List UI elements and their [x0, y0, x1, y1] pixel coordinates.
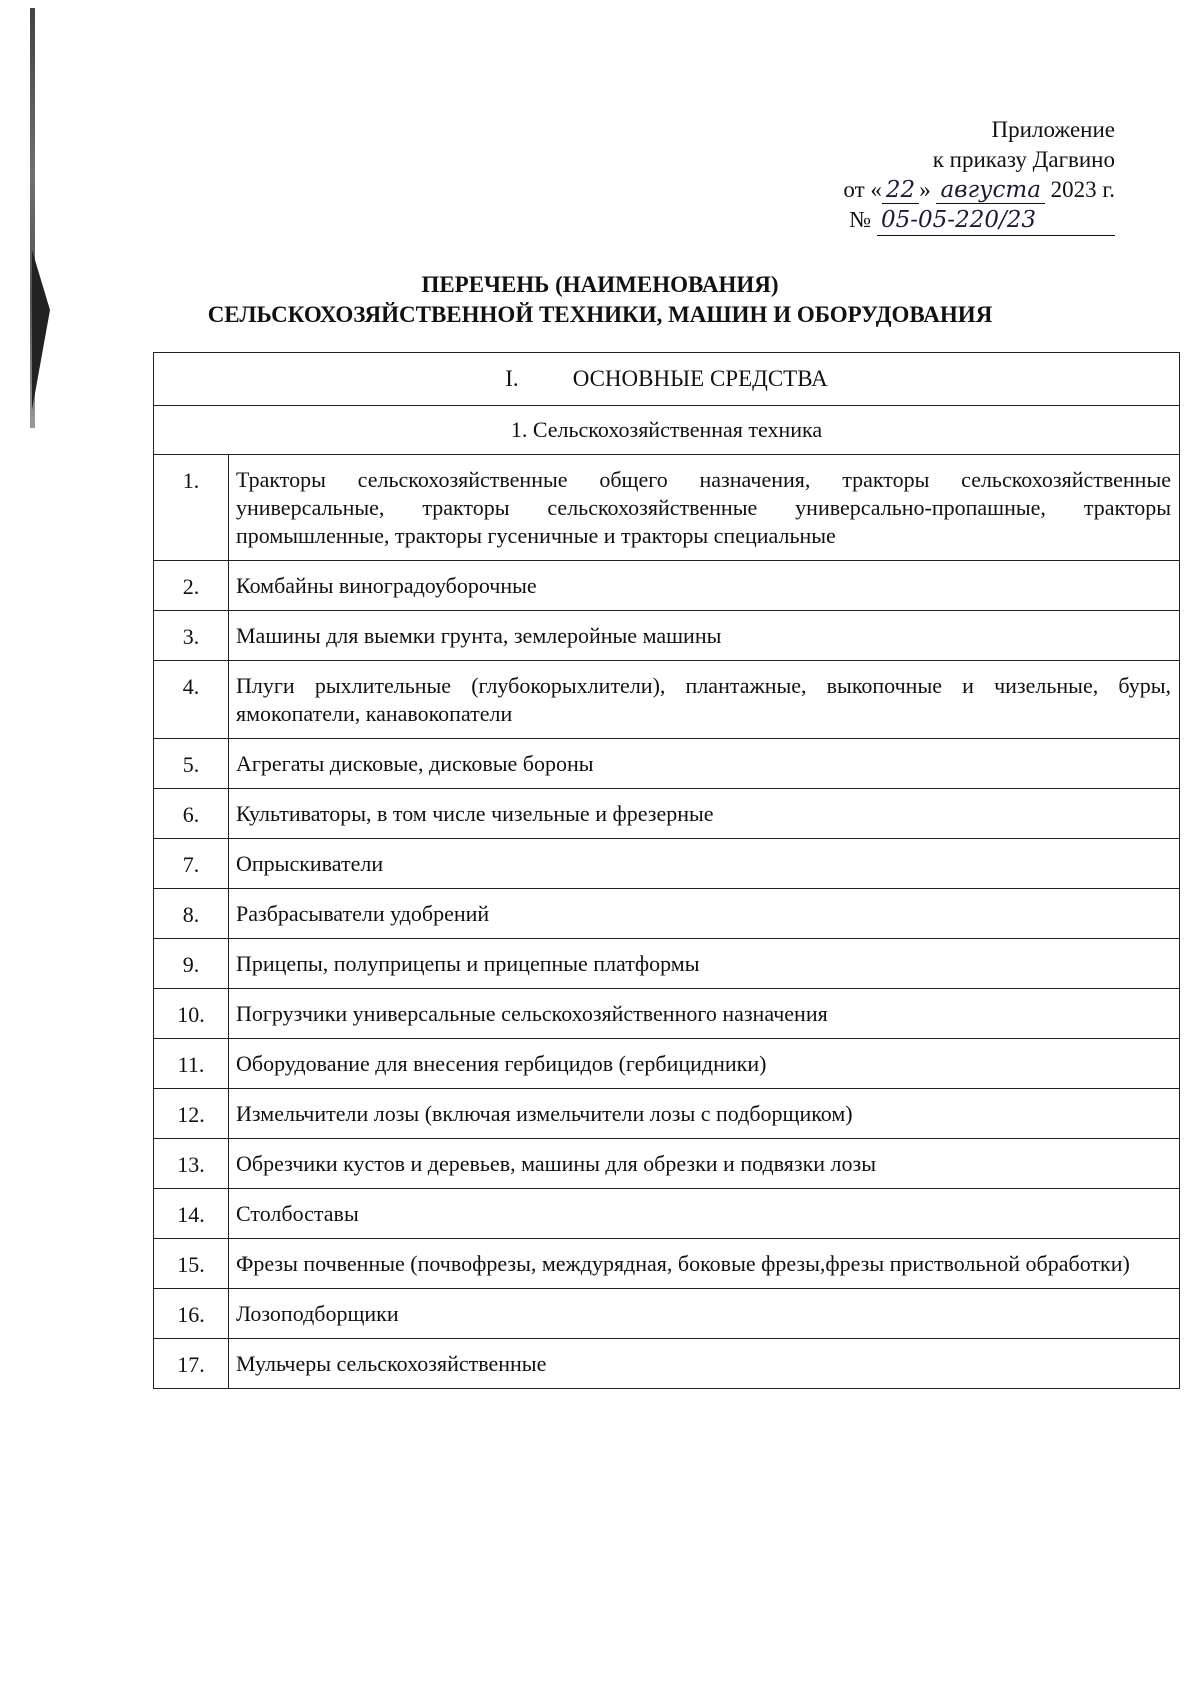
item-name: Агрегаты дисковые, дисковые бороны	[229, 739, 1180, 789]
item-number: 3.	[154, 611, 229, 661]
date-month: августа	[936, 177, 1044, 204]
table-row	[154, 1089, 1180, 1139]
item-name: Мульчеры сельскохозяйственные	[229, 1339, 1180, 1389]
date-mid: »	[919, 177, 931, 202]
section-header	[154, 353, 1180, 406]
subsection-header-row	[154, 406, 1180, 455]
table-row	[154, 1239, 1180, 1289]
date-year: 2023 г.	[1050, 177, 1115, 202]
table-row	[154, 989, 1180, 1039]
item-number: 1.	[154, 455, 229, 561]
item-name: Столбоставы	[229, 1189, 1180, 1239]
number-value: 05-05-220/23	[877, 205, 1115, 236]
item-name: Разбрасыватели удобрений	[229, 889, 1180, 939]
item-number: 2.	[154, 561, 229, 611]
section-title: ОСНОВНЫЕ СРЕДСТВА	[572, 366, 828, 391]
item-name: Машины для выемки грунта, землеройные машины	[229, 611, 1180, 661]
annex-header	[843, 115, 1115, 236]
table-row	[154, 1289, 1180, 1339]
document-title	[0, 270, 1200, 330]
title-line-1: ПЕРЕЧЕНЬ (НАИМЕНОВАНИЯ)	[421, 272, 779, 297]
item-number: 15.	[154, 1239, 229, 1289]
table-row	[154, 889, 1180, 939]
item-name: Оборудование для внесения гербицидов (гербицидники)	[229, 1039, 1180, 1089]
item-name: Тракторы сельскохозяйственные общего назначения, тракторы сельскохозяйственные универсальные, тракторы сельскохозяйственные универсально-пропашные, тракторы промышленные, тракторы гусеничные и тракторы специальные	[229, 455, 1180, 561]
item-name: Измельчители лозы (включая измельчители лозы с подборщиком)	[229, 1089, 1180, 1139]
item-number: 4.	[154, 661, 229, 739]
item-number: 5.	[154, 739, 229, 789]
table-row	[154, 839, 1180, 889]
title-line-2: СЕЛЬСКОХОЗЯЙСТВЕННОЙ ТЕХНИКИ, МАШИН И ОБОРУДОВАНИЯ	[207, 302, 993, 327]
item-number: 11.	[154, 1039, 229, 1089]
date-prefix: от «	[843, 177, 882, 202]
date-day: 22	[882, 177, 919, 204]
subsection-header: 1. Сельскохозяйственная техника	[154, 406, 1180, 455]
table-row	[154, 661, 1180, 739]
table-row	[154, 455, 1180, 561]
item-name: Плуги рыхлительные (глубокорыхлители), плантажные, выкопочные и чизельные, буры, ямокопатели, канавокопатели	[229, 661, 1180, 739]
table-row	[154, 939, 1180, 989]
annex-number	[843, 205, 1115, 236]
item-number: 8.	[154, 889, 229, 939]
item-name: Обрезчики кустов и деревьев, машины для обрезки и подвязки лозы	[229, 1139, 1180, 1189]
item-name: Культиваторы, в том числе чизельные и фрезерные	[229, 789, 1180, 839]
item-name: Комбайны виноградоуборочные	[229, 561, 1180, 611]
table-row	[154, 1139, 1180, 1189]
item-number: 14.	[154, 1189, 229, 1239]
annex-title: Приложение	[991, 117, 1115, 142]
section-numeral: I.	[505, 366, 519, 391]
number-prefix: №	[849, 207, 872, 232]
item-number: 9.	[154, 939, 229, 989]
item-number: 6.	[154, 789, 229, 839]
item-number: 10.	[154, 989, 229, 1039]
item-number: 13.	[154, 1139, 229, 1189]
annex-date	[843, 175, 1115, 205]
table-row	[154, 1339, 1180, 1389]
table-row	[154, 611, 1180, 661]
section-header-row	[154, 353, 1180, 406]
item-number: 16.	[154, 1289, 229, 1339]
item-number: 12.	[154, 1089, 229, 1139]
table-row	[154, 561, 1180, 611]
item-name: Прицепы, полуприцепы и прицепные платформы	[229, 939, 1180, 989]
item-name: Опрыскиватели	[229, 839, 1180, 889]
item-name: Погрузчики универсальные сельскохозяйственного назначения	[229, 989, 1180, 1039]
table-row	[154, 1189, 1180, 1239]
equipment-table	[153, 352, 1180, 1389]
table-row	[154, 789, 1180, 839]
table-row	[154, 1039, 1180, 1089]
annex-order-ref: к приказу Дагвино	[932, 147, 1115, 172]
item-name: Лозоподборщики	[229, 1289, 1180, 1339]
item-number: 7.	[154, 839, 229, 889]
item-name: Фрезы почвенные (почвофрезы, междурядная, боковые фрезы,фрезы приствольной обработки)	[229, 1239, 1180, 1289]
table-row	[154, 739, 1180, 789]
item-number: 17.	[154, 1339, 229, 1389]
